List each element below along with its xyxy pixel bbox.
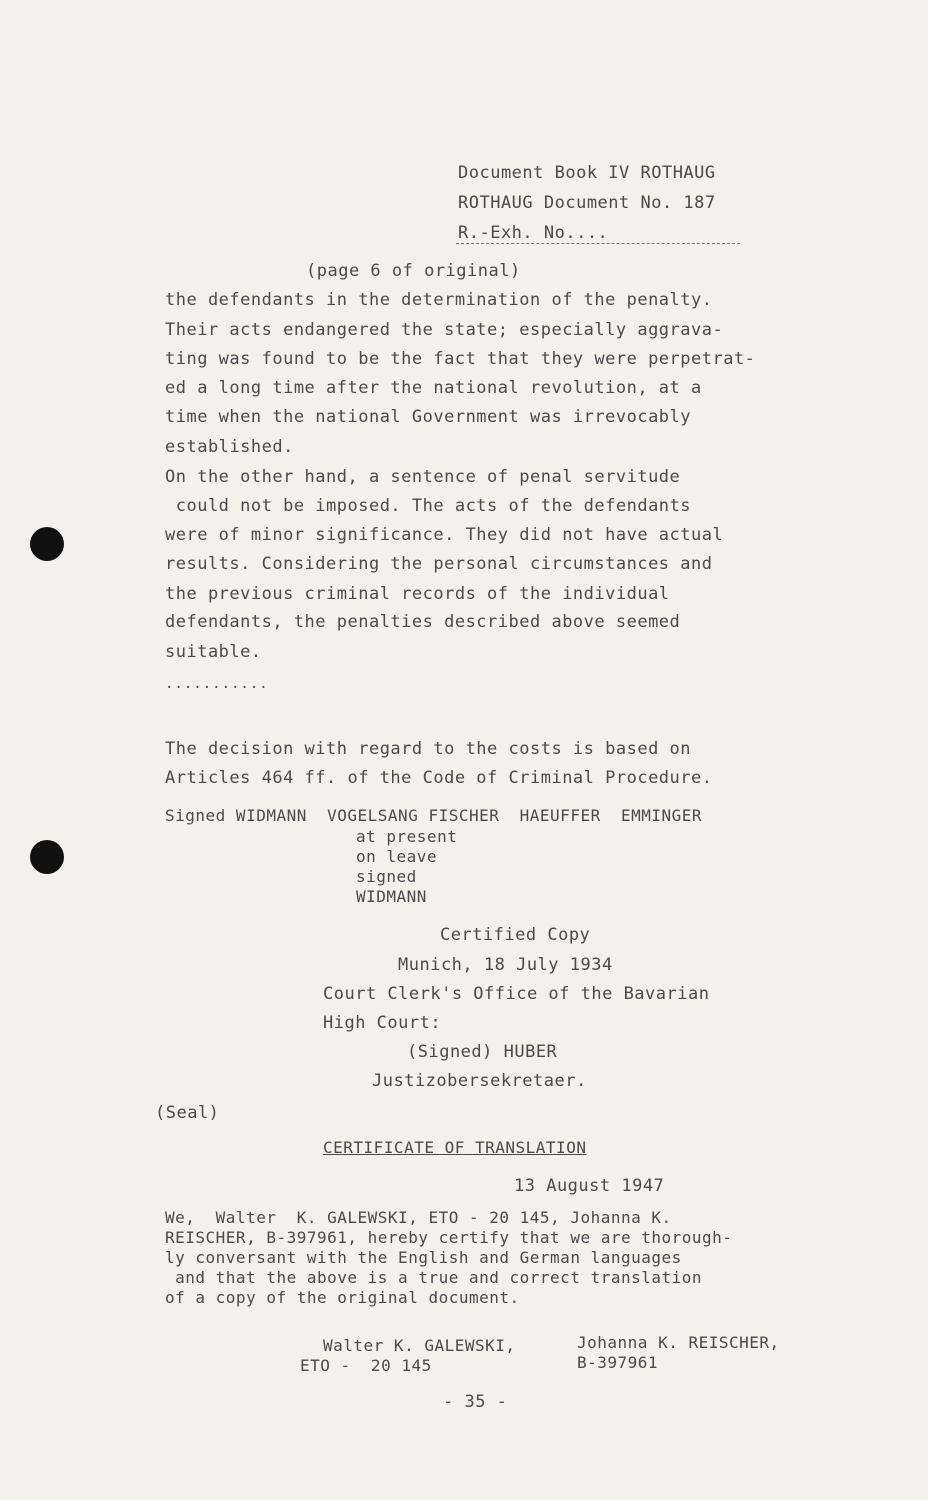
certificate-date: 13 August 1947 [514,1176,665,1196]
translator-signature-right: B-397961 [577,1353,659,1372]
body-line: suitable. [165,642,262,662]
certificate-line: and that the above is a true and correct translation [165,1268,703,1287]
header-dash-rule [456,243,740,244]
certified-place-date: Munich, 18 July 1934 [398,955,613,975]
signature-note: on leave [356,847,438,866]
body-line: ed a long time after the national revolution, at a [165,378,702,398]
body-line: Their acts endangered the state; especially aggrava- [165,320,724,340]
decision-line: The decision with regard to the costs is based on [165,739,692,759]
translator-signature-left: ETO - 20 145 [300,1356,432,1375]
signatures-line: Signed WIDMANN VOGELSANG FISCHER HAEUFFER EMMINGER [165,806,703,825]
punch-hole-icon [30,840,64,874]
body-line: defendants, the penalties described above seemed [165,612,681,632]
certificate-line: We, Walter K. GALEWSKI, ETO - 20 145, Johanna K. [165,1208,672,1227]
body-line: results. Considering the personal circumstances and [165,554,713,574]
body-line: ting was found to be the fact that they were perpetrat- [165,349,756,369]
certificate-line: of a copy of the original document. [165,1288,520,1307]
punch-hole-icon [30,527,64,561]
signature-note: signed [356,867,417,886]
certified-office: Court Clerk's Office of the Bavarian [323,984,710,1004]
certified-rank: Justizobersekretaer. [372,1071,587,1091]
seal-label: (Seal) [155,1103,220,1123]
certificate-line: REISCHER, B-397961, hereby certify that we are thorough- [165,1228,733,1247]
body-line: the defendants in the determination of the penalty. [165,290,713,310]
body-line: could not be imposed. The acts of the defendants [165,496,692,516]
ellipsis-separator: ........... [165,676,269,692]
body-line: On the other hand, a sentence of penal servitude [165,467,681,487]
translator-signature-right: Johanna K. REISCHER, [577,1333,780,1352]
certified-signed: (Signed) HUBER [407,1042,558,1062]
certificate-line: ly conversant with the English and German languages [165,1248,682,1267]
body-line: the previous criminal records of the individual [165,584,670,604]
certificate-heading: CERTIFICATE OF TRANSLATION [323,1138,587,1157]
certified-title: Certified Copy [440,925,591,945]
header-line-1: Document Book IV ROTHAUG [458,163,716,183]
body-line: were of minor significance. They did not have actual [165,525,724,545]
page-number: - 35 - [443,1392,508,1412]
page-reference: (page 6 of original) [306,261,521,281]
translator-signature-left: Walter K. GALEWSKI, [323,1336,516,1355]
header-line-2: ROTHAUG Document No. 187 [458,193,716,213]
signature-note: WIDMANN [356,887,427,906]
body-line: established. [165,437,294,457]
signature-note: at present [356,827,458,846]
decision-line: Articles 464 ff. of the Code of Criminal Procedure. [165,768,713,788]
body-line: time when the national Government was irrevocably [165,407,692,427]
certified-office: High Court: [323,1013,442,1033]
header-line-3: R.-Exh. No.... [458,223,609,243]
